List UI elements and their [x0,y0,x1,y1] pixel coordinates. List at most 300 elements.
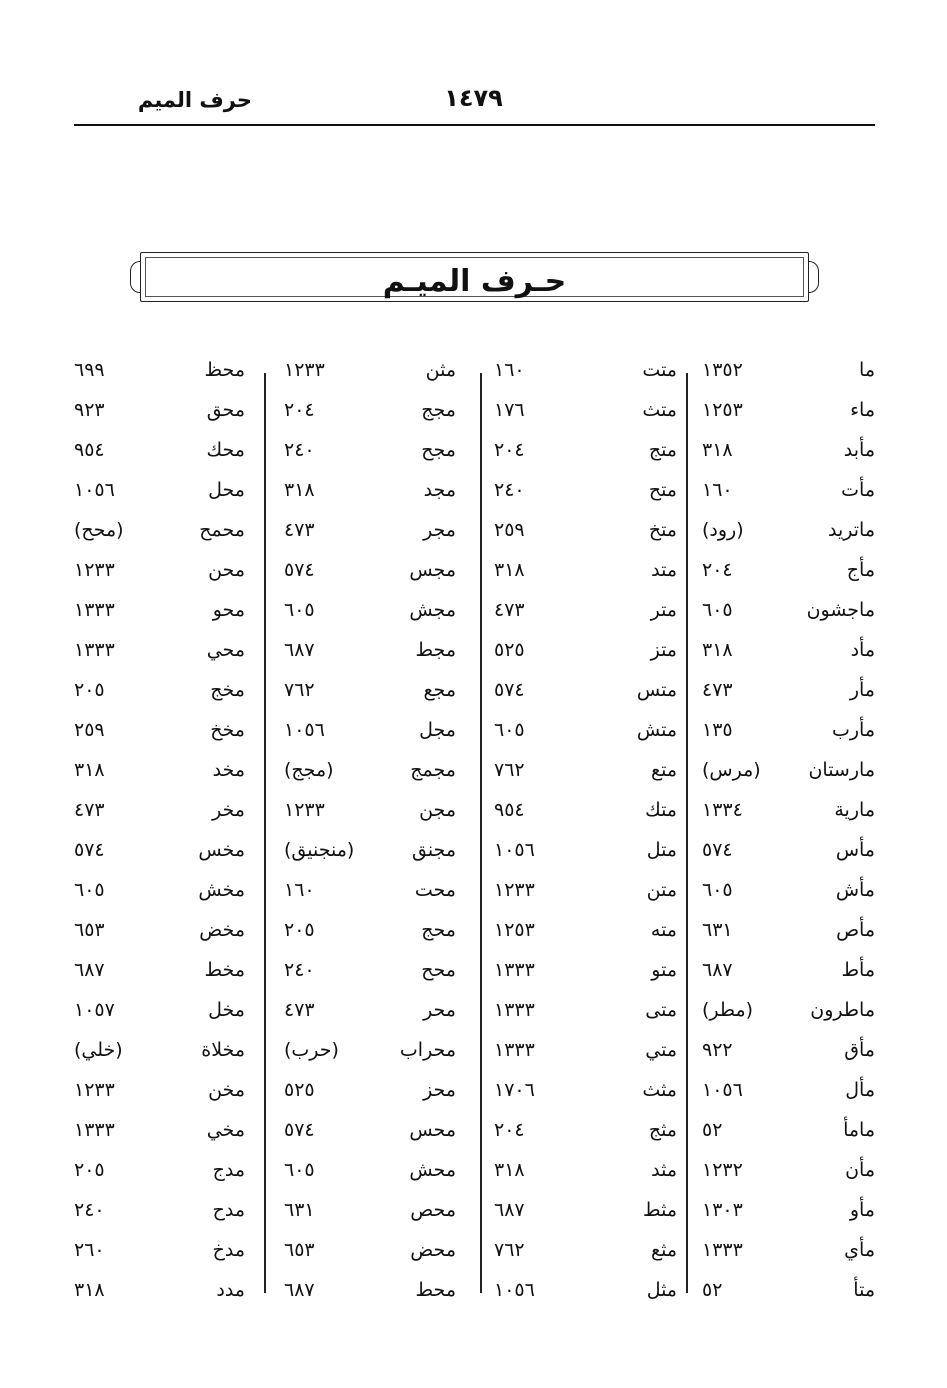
entry-word: مخي [206,1119,245,1141]
index-entry [74,1155,245,1185]
entry-word: مأرب [831,719,875,741]
entry-word: محض [410,1239,456,1261]
entry-page-ref: ٣١٨ [702,639,733,661]
index-entry [702,835,875,865]
entry-word: محز [423,1079,456,1101]
index-entry [494,435,677,465]
index-entry [284,955,456,985]
entry-word: مخلاة [201,1039,245,1061]
index-entry [702,1275,875,1305]
entry-word: متج [648,439,677,461]
entry-page-ref: ١٢٣٣ [284,359,325,381]
entry-page-ref: (حرب) [284,1039,339,1061]
entry-word: مجع [423,679,456,701]
entry-word: محس [409,1119,456,1141]
entry-page-ref: ١٧٦ [494,399,525,421]
index-entry [74,515,245,545]
entry-page-ref: ١٢٣٣ [284,799,325,821]
index-entry [702,915,875,945]
entry-word: متي [645,1039,677,1061]
entry-word: مخس [198,839,245,861]
index-entry [702,995,875,1025]
index-entry [284,475,456,505]
entry-page-ref: ٦٠٥ [74,879,105,901]
index-entry [284,1035,456,1065]
entry-word: مجن [419,799,456,821]
entry-word: متن [646,879,677,901]
entry-page-ref: ٣١٨ [494,559,525,581]
running-title-text: حرف الميم [137,88,252,112]
index-entry [284,675,456,705]
index-entry [702,635,875,665]
entry-page-ref: ٣١٨ [702,439,733,461]
index-entry [74,1275,245,1305]
entry-page-ref: ٢٠٤ [494,1119,525,1141]
entry-page-ref: ٦٠٥ [284,1159,315,1181]
entry-word: متل [646,839,677,861]
index-entry [284,755,456,785]
entry-page-ref: ١٧٠٦ [494,1079,535,1101]
entry-word: مجمج [410,759,456,781]
entry-word: محي [206,639,245,661]
entry-page-ref: ١٠٥٦ [494,839,535,861]
entry-page-ref: ١٦٠ [702,479,733,501]
index-entry [284,795,456,825]
index-entry [702,755,875,785]
entry-word: متث [642,399,677,421]
index-entry [494,515,677,545]
entry-word: متت [642,359,677,381]
entry-page-ref: ٤٧٣ [74,799,105,821]
entry-word: مأس [835,839,875,861]
entry-page-ref: ١٢٣٣ [494,879,535,901]
index-entry [74,1235,245,1265]
entry-page-ref: ١٠٥٦ [74,479,115,501]
entry-page-ref: ٢٠٤ [702,559,733,581]
index-entry [74,555,245,585]
entry-word: مارستان [808,759,875,781]
index-entry [74,955,245,985]
entry-page-ref: ٢٤٠ [74,1199,105,1221]
index-entry [702,1035,875,1065]
entry-page-ref: ٤٧٣ [494,599,525,621]
entry-page-ref: ٥٧٤ [284,559,315,581]
entry-page-ref: ٥٧٤ [702,839,733,861]
entry-page-ref: ١٠٥٦ [702,1079,743,1101]
entry-word: متى [645,999,677,1021]
index-entry [74,755,245,785]
entry-word: متك [645,799,677,821]
entry-word: متز [650,639,677,661]
entry-word: مثن [425,359,456,381]
index-entry [494,835,677,865]
index-entry [494,1035,677,1065]
entry-word: متع [650,759,677,781]
entry-word: مجج [421,399,456,421]
entry-word: متح [648,479,677,501]
entry-page-ref: ١٣٣٣ [494,1039,535,1061]
index-entry [494,795,677,825]
entry-page-ref: ٢٥٩ [74,719,105,741]
index-entry [74,995,245,1025]
entry-word: مخل [208,999,245,1021]
entry-word: مأش [835,879,875,901]
entry-word: محش [409,1159,456,1181]
entry-word: مجل [419,719,456,741]
header-rule [74,124,875,126]
index-entry [284,395,456,425]
index-entry [702,395,875,425]
index-entry [74,915,245,945]
entry-page-ref: ١٣٣٣ [494,959,535,981]
index-entry [702,435,875,465]
entry-word: مخر [212,799,245,821]
entry-page-ref: (منجنيق) [284,839,355,861]
column-divider [264,373,266,1293]
entry-page-ref: ٦٠٥ [702,879,733,901]
index-entry [284,515,456,545]
entry-page-ref: ٩٢٣ [74,399,105,421]
entry-page-ref: ٢٦٠ [74,1239,105,1261]
entry-word: ماجشون [806,599,875,621]
entry-page-ref: ٥٢ [702,1279,723,1301]
page-number: ١٤٧٩ [444,84,503,112]
entry-page-ref: ٦٨٧ [284,639,315,661]
entry-page-ref: ١٣٣٤ [702,799,743,821]
entry-word: محط [415,1279,456,1301]
entry-word: مثث [642,1079,677,1101]
index-entry [74,715,245,745]
index-entry [284,835,456,865]
entry-page-ref: ٥٢ [702,1119,723,1141]
index-entry [494,675,677,705]
entry-page-ref: (مجج) [284,759,334,781]
index-entry [74,835,245,865]
entry-page-ref: ٢٠٥ [74,1159,105,1181]
entry-word: محن [208,559,245,581]
index-column-4 [74,355,245,1300]
entry-page-ref: ١٢٥٣ [494,919,535,941]
entry-word: محت [414,879,456,901]
entry-page-ref: ١٠٥٦ [494,1279,535,1301]
entry-page-ref: ٣١٨ [494,1159,525,1181]
entry-word: محراب [399,1039,456,1061]
entry-page-ref: ٤٧٣ [284,999,315,1021]
index-entry [74,1115,245,1145]
entry-word: مأق [844,1039,875,1061]
entry-page-ref: ١٣٣٣ [494,999,535,1021]
index-entry [702,795,875,825]
entry-word: مخج [210,679,245,701]
entry-page-ref: ٦٨٧ [284,1279,315,1301]
index-entry [494,555,677,585]
chapter-title-frame [140,252,809,302]
index-entry [494,1195,677,1225]
entry-word: مجر [423,519,456,541]
index-entry [284,635,456,665]
entry-word: مأص [836,919,875,941]
column-divider [480,373,482,1293]
entry-page-ref: ٦٣١ [284,1199,315,1221]
entry-word: مأد [850,639,875,661]
entry-word: مأل [845,1079,875,1101]
chapter-title: حـرف الميـم [382,263,567,299]
entry-word: مأو [849,1199,875,1221]
index-entry [494,995,677,1025]
entry-word: ماء [850,399,875,421]
index-entry [284,875,456,905]
entry-word: مأن [845,1159,875,1181]
entry-word: محر [423,999,456,1021]
entry-word: محق [206,399,245,421]
entry-page-ref: ١٣٣٣ [74,1119,115,1141]
entry-word: مارية [834,799,875,821]
entry-word: متو [651,959,677,981]
entry-page-ref: ٢٠٥ [284,919,315,941]
entry-page-ref: (مطر) [702,999,754,1021]
index-entry [494,1275,677,1305]
entry-word: متر [650,599,677,621]
entry-word: مأج [846,559,875,581]
entry-word: مجط [415,639,456,661]
index-entry [284,915,456,945]
index-entry [702,515,875,545]
entry-word: مدح [212,1199,245,1221]
entry-page-ref: ٢٤٠ [284,959,315,981]
index-entry [494,595,677,625]
entry-page-ref: ١٢٥٣ [702,399,743,421]
index-entry [494,1235,677,1265]
entry-page-ref: ٩٢٢ [702,1039,733,1061]
entry-page-ref: ٣١٨ [284,479,315,501]
index-entry [74,635,245,665]
index-entry [494,1155,677,1185]
index-entry [702,595,875,625]
index-entry [284,1235,456,1265]
index-entry [702,675,875,705]
entry-word: مأر [849,679,875,701]
index-entry [284,1275,456,1305]
index-entry [702,1115,875,1145]
entry-page-ref: ٢٠٤ [494,439,525,461]
entry-word: ماطرون [810,999,875,1021]
entry-page-ref: ٩٥٤ [74,439,105,461]
entry-word: مخض [199,919,245,941]
entry-word: ما [859,359,875,381]
entry-word: محمح [199,519,245,541]
entry-word: مأت [841,479,875,501]
entry-word: محو [212,599,245,621]
entry-word: مجح [421,439,456,461]
entry-word: مخن [208,1079,245,1101]
entry-page-ref: ٦٣١ [702,919,733,941]
entry-page-ref: ٢٥٩ [494,519,525,541]
entry-word: محح [421,959,456,981]
entry-word: محل [208,479,245,501]
entry-page-ref: ٦٨٧ [74,959,105,981]
index-entry [494,715,677,745]
entry-word: مخخ [210,719,245,741]
index-entry [284,995,456,1025]
entry-page-ref: ٥٢٥ [284,1079,315,1101]
entry-page-ref: ١٦٠ [494,359,525,381]
entry-word: متخ [648,519,677,541]
index-entry [494,475,677,505]
entry-word: مته [650,919,677,941]
entry-page-ref: ٦٠٥ [284,599,315,621]
index-column-1 [702,355,875,1300]
index-column-3 [284,355,456,1300]
entry-word: محص [410,1199,456,1221]
entry-word: مدد [216,1279,245,1301]
index-entry [494,755,677,785]
entry-page-ref: ٦٩٩ [74,359,105,381]
entry-page-ref: ٥٧٤ [284,1119,315,1141]
entry-page-ref: ١٠٥٦ [284,719,325,741]
entry-word: مثج [648,1119,677,1141]
entry-page-ref: ٧٦٢ [494,1239,525,1261]
entry-page-ref: ٢٠٤ [284,399,315,421]
entry-word: متد [651,559,677,581]
entry-word: مدج [212,1159,245,1181]
index-entry [284,715,456,745]
index-entry [74,1195,245,1225]
index-entry [284,1115,456,1145]
index-entry [494,395,677,425]
entry-word: مجش [409,599,456,621]
index-entry [494,875,677,905]
entry-word: مثع [650,1239,677,1261]
entry-page-ref: (مرس) [702,759,761,781]
index-entry [494,915,677,945]
entry-word: مثد [651,1159,677,1181]
entry-page-ref: ١٣٥٢ [702,359,743,381]
index-entry [284,1155,456,1185]
index-entry [284,595,456,625]
entry-page-ref: ١٣٥ [702,719,733,741]
index-columns [74,355,875,1300]
entry-page-ref: ٤٧٣ [284,519,315,541]
entry-page-ref: ٤٧٣ [702,679,733,701]
entry-word: محك [206,439,245,461]
index-entry [284,1075,456,1105]
entry-word: مجس [409,559,456,581]
entry-page-ref: ١٣٠٣ [702,1199,743,1221]
index-entry [702,955,875,985]
entry-word: متس [636,679,677,701]
entry-word: مخد [212,759,245,781]
entry-page-ref: ٥٢٥ [494,639,525,661]
index-entry [284,355,456,385]
index-entry [284,1195,456,1225]
index-entry [284,435,456,465]
index-entry [74,1075,245,1105]
entry-page-ref: ٢٠٥ [74,679,105,701]
index-entry [494,355,677,385]
index-entry [74,1035,245,1065]
entry-word: مدخ [212,1239,245,1261]
index-entry [74,795,245,825]
index-entry [74,395,245,425]
index-entry [494,635,677,665]
entry-word: ماتريد [828,519,875,541]
entry-page-ref: ١٠٥٧ [74,999,115,1021]
entry-page-ref: ١٢٣٣ [74,559,115,581]
index-entry [74,475,245,505]
index-entry [494,1115,677,1145]
index-entry [702,475,875,505]
entry-word: مخط [204,959,245,981]
entry-page-ref: ١٣٣٣ [74,639,115,661]
entry-word: مجنق [411,839,456,861]
entry-page-ref: ٣١٨ [74,759,105,781]
entry-word: مامأ [843,1119,875,1141]
index-entry [702,1075,875,1105]
index-entry [702,715,875,745]
index-entry [494,955,677,985]
entry-word: محج [421,919,456,941]
index-entry [702,875,875,905]
index-entry [74,595,245,625]
entry-page-ref: ١٦٠ [284,879,315,901]
entry-page-ref: (محح) [74,519,124,541]
entry-page-ref: ٦٥٣ [284,1239,315,1261]
entry-word: مجد [423,479,456,501]
entry-word: مثط [643,1199,677,1221]
entry-word: مأي [844,1239,875,1261]
entry-word: مثل [646,1279,677,1301]
entry-page-ref: ٩٥٤ [494,799,525,821]
entry-page-ref: ١٢٣٢ [702,1159,743,1181]
index-entry [74,875,245,905]
entry-word: متش [636,719,677,741]
index-entry [702,355,875,385]
index-entry [284,555,456,585]
index-entry [494,1075,677,1105]
entry-page-ref: ١٣٣٣ [702,1239,743,1261]
entry-page-ref: ٥٧٤ [74,839,105,861]
entry-word: مأط [841,959,875,981]
entry-word: مخش [198,879,245,901]
entry-page-ref: ٢٤٠ [284,439,315,461]
entry-page-ref: ٧٦٢ [494,759,525,781]
entry-page-ref: ٥٧٤ [494,679,525,701]
entry-page-ref: ٢٤٠ [494,479,525,501]
entry-page-ref: ٧٦٢ [284,679,315,701]
index-entry [74,675,245,705]
entry-word: متأ [853,1279,875,1301]
entry-page-ref: ٦٠٥ [702,599,733,621]
index-entry [702,1235,875,1265]
index-entry [702,555,875,585]
entry-page-ref: ٦٨٧ [702,959,733,981]
entry-page-ref: ١٢٣٣ [74,1079,115,1101]
index-entry [74,435,245,465]
index-entry [702,1195,875,1225]
entry-page-ref: (رود) [702,519,744,541]
index-entry [702,1155,875,1185]
entry-page-ref: ٦٠٥ [494,719,525,741]
entry-page-ref: ٦٥٣ [74,919,105,941]
index-entry [74,355,245,385]
entry-page-ref: (خلي) [74,1039,123,1061]
entry-word: محظ [204,359,245,381]
entry-word: مأبد [843,439,875,461]
entry-page-ref: ٦٨٧ [494,1199,525,1221]
column-divider [686,373,688,1293]
index-column-2 [494,355,677,1300]
entry-page-ref: ٣١٨ [74,1279,105,1301]
